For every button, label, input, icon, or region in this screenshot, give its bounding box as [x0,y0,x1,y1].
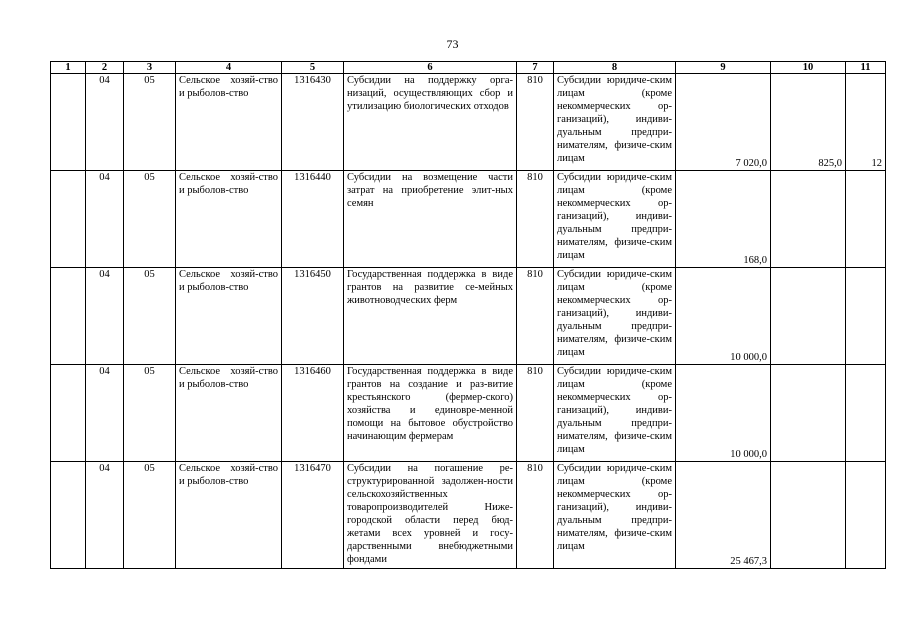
cell-amount-col10 [771,171,846,268]
column-header-11: 11 [846,62,886,74]
cell-amount-col10: 825,0 [771,74,846,171]
cell-description: Государственная поддержка в виде грантов на развитие се-мейных животноводческих ферм [344,268,517,365]
cell-expense-code: 810 [517,74,554,171]
cell-col1 [51,74,86,171]
cell-subsection: 05 [124,171,176,268]
cell-amount: 10 000,0 [676,365,771,462]
column-header-3: 3 [124,62,176,74]
cell-col11 [846,268,886,365]
cell-section-name: Сельское хозяй-ство и рыболов-ство [176,268,282,365]
cell-expense-code: 810 [517,462,554,569]
cell-section-name: Сельское хозяй-ство и рыболов-ство [176,462,282,569]
column-header-4: 4 [176,62,282,74]
table-row [51,462,886,569]
cell-col11: 12 [846,74,886,171]
cell-section-name: Сельское хозяй-ство и рыболов-ство [176,171,282,268]
column-header-9: 9 [676,62,771,74]
table-row [51,268,886,365]
cell-section: 04 [86,268,124,365]
cell-amount: 10 000,0 [676,268,771,365]
cell-target-code: 1316470 [282,462,344,569]
cell-col1 [51,365,86,462]
cell-col11 [846,462,886,569]
cell-amount-col10 [771,462,846,569]
cell-expense-type: Субсидии юридиче-ским лицам (кроме некоммерческих ор-ганизаций), индиви-дуальным предпри-нимателям, физиче-ским лицам [554,74,676,171]
cell-section-name: Сельское хозяй-ство и рыболов-ство [176,74,282,171]
column-header-7: 7 [517,62,554,74]
cell-amount: 168,0 [676,171,771,268]
cell-expense-type: Субсидии юридиче-ским лицам (кроме некоммерческих ор-ганизаций), индиви-дуальным предпри-нимателям, физиче-ским лицам [554,268,676,365]
table-row [51,365,886,462]
page-number: 73 [446,37,459,51]
cell-section-name: Сельское хозяй-ство и рыболов-ство [176,365,282,462]
cell-subsection: 05 [124,462,176,569]
cell-description: Субсидии на поддержку орга-низаций, осуществляющих сбор и утилизацию биологических отходов [344,74,517,171]
cell-description: Субсидии на возмещение части затрат на приобретение элит-ных семян [344,171,517,268]
table-row [51,171,886,268]
cell-expense-type: Субсидии юридиче-ским лицам (кроме некоммерческих ор-ганизаций), индиви-дуальным предпри-нимателям, физиче-ским лицам [554,462,676,569]
cell-amount-col10 [771,365,846,462]
cell-section: 04 [86,74,124,171]
cell-section: 04 [86,365,124,462]
table-header-row [51,62,886,74]
cell-expense-code: 810 [517,268,554,365]
cell-col11 [846,365,886,462]
cell-section: 04 [86,171,124,268]
cell-subsection: 05 [124,74,176,171]
cell-expense-type: Субсидии юридиче-ским лицам (кроме некоммерческих ор-ганизаций), индиви-дуальным предпри-нимателям, физиче-ским лицам [554,171,676,268]
cell-description: Государственная поддержка в виде грантов на создание и раз-витие крестьянского (фермер-ского) хозяйства и единовре-менной помощи на бытовое обустройство начинающим фермерам [344,365,517,462]
column-header-1: 1 [51,62,86,74]
column-header-10: 10 [771,62,846,74]
cell-target-code: 1316430 [282,74,344,171]
column-header-2: 2 [86,62,124,74]
cell-description: Субсидии на погашение ре-структурированной задолжен-ности сельскохозяйственных товаропроизводителей Ниже-городской области перед бюд-жетами всех уровней и госу-дарственными внебюджетными фондами [344,462,517,569]
cell-target-code: 1316440 [282,171,344,268]
cell-amount: 25 467,3 [676,462,771,569]
cell-amount-col10 [771,268,846,365]
budget-table [50,61,886,569]
cell-amount: 7 020,0 [676,74,771,171]
cell-target-code: 1316450 [282,268,344,365]
cell-target-code: 1316460 [282,365,344,462]
table-row [51,74,886,171]
cell-col1 [51,268,86,365]
cell-expense-code: 810 [517,365,554,462]
column-header-5: 5 [282,62,344,74]
cell-subsection: 05 [124,365,176,462]
column-header-8: 8 [554,62,676,74]
cell-expense-type: Субсидии юридиче-ским лицам (кроме некоммерческих ор-ганизаций), индиви-дуальным предпри-нимателям, физиче-ским лицам [554,365,676,462]
cell-section: 04 [86,462,124,569]
cell-col1 [51,171,86,268]
cell-expense-code: 810 [517,171,554,268]
column-header-6: 6 [344,62,517,74]
cell-col11 [846,171,886,268]
cell-subsection: 05 [124,268,176,365]
cell-col1 [51,462,86,569]
